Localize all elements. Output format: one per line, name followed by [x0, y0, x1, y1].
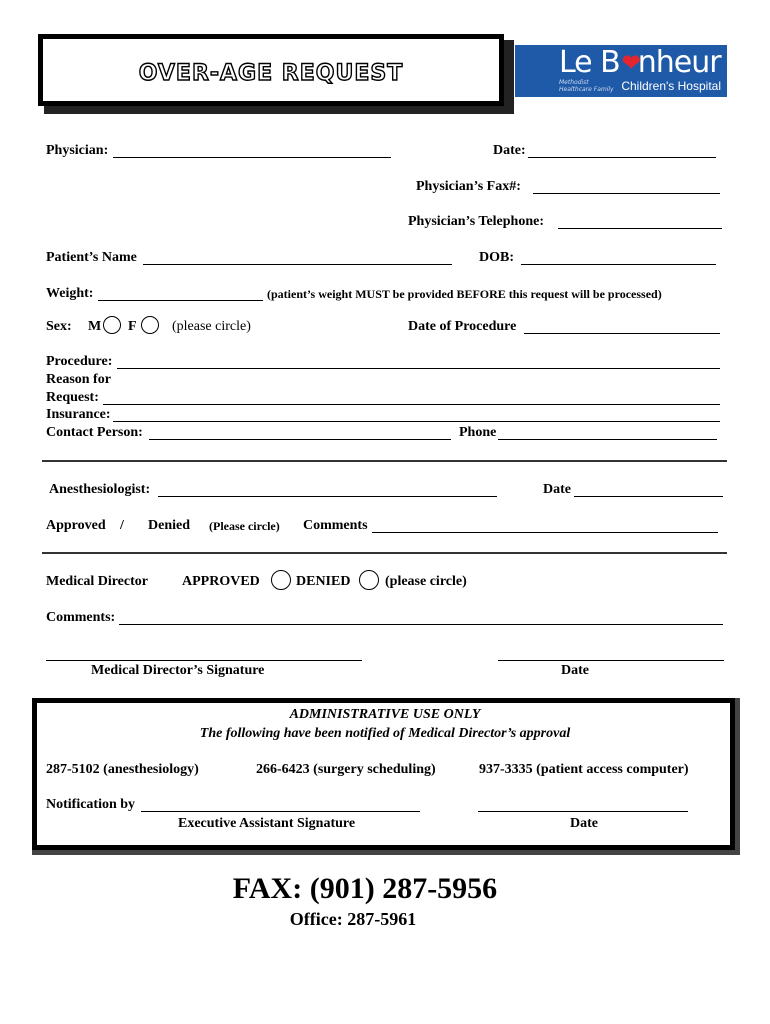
- sex-m-label: M: [88, 319, 102, 334]
- procedure-field[interactable]: [117, 368, 720, 369]
- physician-telephone-label: Physician’s Telephone:: [408, 214, 545, 229]
- page-title: OVER-AGE REQUEST: [138, 61, 404, 86]
- procedure-label: Procedure:: [46, 354, 113, 369]
- physician-fax-label: Physician’s Fax#:: [416, 179, 521, 194]
- anesthesia-comments-label: Comments: [303, 518, 368, 533]
- dob-label: DOB:: [479, 250, 514, 265]
- admin-subheading: The following have been notified of Medical Director’s approval: [199, 726, 571, 741]
- sex-please-circle: (please circle): [172, 319, 251, 334]
- anesthesia-denied[interactable]: Denied: [148, 518, 190, 533]
- anesthesiologist-label: Anesthesiologist:: [49, 482, 151, 497]
- contact-patient-access: 937-3335 (patient access computer): [479, 762, 689, 777]
- contact-person-label: Contact Person:: [46, 425, 143, 440]
- logo-brand: Le B nheur: [559, 45, 721, 80]
- notification-by-label: Notification by: [46, 797, 136, 812]
- divider: [42, 460, 727, 462]
- office-number: Office: 287-5961: [289, 909, 417, 929]
- reason-field[interactable]: [103, 404, 720, 405]
- date-of-procedure-field[interactable]: [524, 333, 720, 334]
- anesthesia-date-label: Date: [543, 482, 571, 497]
- physician-label: Physician:: [46, 143, 109, 158]
- patient-name-field[interactable]: [143, 264, 452, 265]
- fax-number: FAX: (901) 287-5956: [232, 872, 498, 905]
- exec-signature-label: Executive Assistant Signature: [178, 816, 356, 831]
- logo-subtitle: Children's Hospital: [621, 79, 721, 93]
- director-denied-circle[interactable]: [359, 570, 379, 590]
- phone-label: Phone: [459, 425, 497, 440]
- director-approved-label: APPROVED: [182, 574, 260, 589]
- director-comments-label: Comments:: [46, 610, 116, 625]
- anesthesia-date-field[interactable]: [574, 496, 723, 497]
- request-label: Request:: [46, 390, 99, 405]
- patient-name-label: Patient’s Name: [46, 250, 137, 265]
- sex-f-circle[interactable]: [141, 316, 159, 334]
- director-comments-field[interactable]: [119, 624, 723, 625]
- contact-surgery-scheduling: 266-6423 (surgery scheduling): [256, 762, 436, 777]
- director-approved-circle[interactable]: [271, 570, 291, 590]
- logo-parent: Methodist Healthcare Family: [559, 79, 614, 93]
- physician-fax-field[interactable]: [533, 193, 720, 194]
- notification-by-field[interactable]: [141, 811, 420, 812]
- insurance-field[interactable]: [113, 421, 720, 422]
- date-of-procedure-label: Date of Procedure: [408, 319, 517, 334]
- date-label: Date:: [493, 143, 526, 158]
- physician-field[interactable]: [113, 157, 391, 158]
- weight-label: Weight:: [46, 286, 94, 301]
- contact-anesthesiology: 287-5102 (anesthesiology): [46, 762, 199, 777]
- admin-date-field[interactable]: [478, 811, 688, 812]
- admin-date-label: Date: [570, 816, 598, 831]
- title-box: [38, 34, 504, 106]
- anesthesiologist-field[interactable]: [158, 496, 497, 497]
- director-denied-label: DENIED: [296, 574, 351, 589]
- contact-person-field[interactable]: [149, 439, 451, 440]
- director-signature-field[interactable]: [46, 660, 362, 661]
- director-please-circle: (please circle): [385, 574, 467, 589]
- sex-m-circle[interactable]: [103, 316, 121, 334]
- anesthesia-approved[interactable]: Approved: [46, 518, 106, 533]
- date-field[interactable]: [528, 157, 716, 158]
- weight-field[interactable]: [98, 300, 263, 301]
- sex-f-label: F: [128, 319, 137, 334]
- anesthesia-comments-field[interactable]: [372, 532, 718, 533]
- dob-field[interactable]: [521, 264, 716, 265]
- heart-icon: ❤: [622, 50, 641, 75]
- reason-for-label: Reason for: [46, 372, 111, 387]
- anesthesia-please-circle: (Please circle): [209, 519, 280, 533]
- divider: [42, 552, 727, 554]
- admin-heading: ADMINISTRATIVE USE ONLY: [289, 707, 481, 722]
- anesthesia-slash: /: [120, 518, 124, 533]
- physician-telephone-field[interactable]: [558, 228, 722, 229]
- hospital-logo: [515, 45, 727, 97]
- insurance-label: Insurance:: [46, 407, 111, 422]
- director-signature-label: Medical Director’s Signature: [91, 663, 265, 678]
- sex-label: Sex:: [46, 319, 72, 334]
- weight-note: (patient’s weight MUST be provided BEFORE this request will be processed): [267, 287, 662, 301]
- phone-field[interactable]: [498, 439, 717, 440]
- director-date-label: Date: [561, 663, 589, 678]
- medical-director-label: Medical Director: [46, 574, 148, 589]
- director-date-field[interactable]: [498, 660, 724, 661]
